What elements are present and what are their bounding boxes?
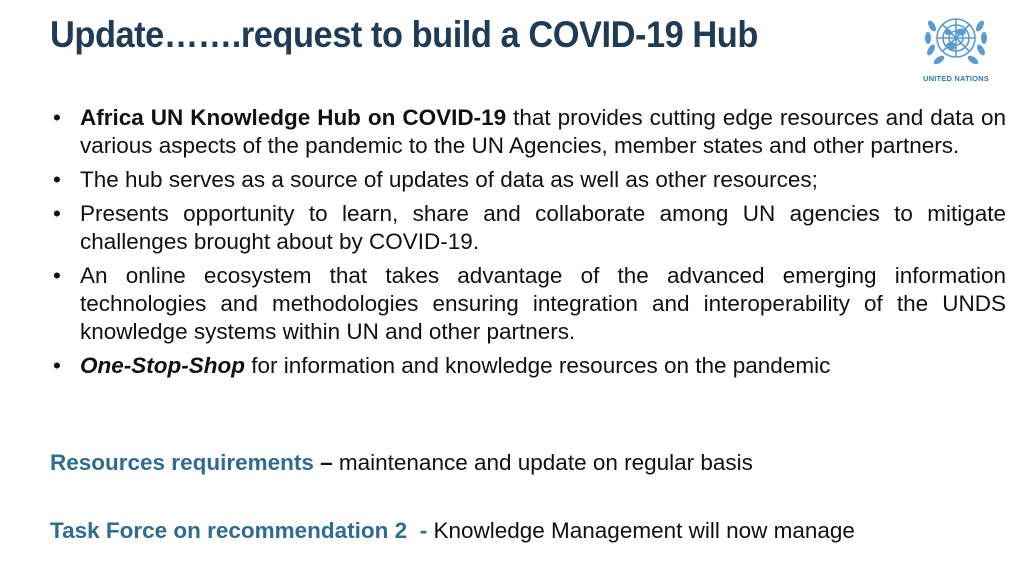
taskforce-text: Knowledge Management will now manage — [433, 518, 855, 543]
hub-name: Africa UN Knowledge Hub on COVID-19 — [80, 105, 507, 130]
resources-requirements — [50, 450, 753, 476]
resources-dash: – — [313, 450, 339, 475]
task-force — [50, 518, 855, 544]
bullet-item — [50, 200, 1006, 256]
un-logo-text: UNITED NATIONS — [923, 74, 989, 83]
taskforce-label: Task Force on recommendation 2 — [50, 518, 408, 543]
bullet-item — [50, 262, 1006, 346]
bullet-text: for information and knowledge resources on the pandemic — [244, 353, 831, 378]
bullet-text: The hub serves as a source of updates of data as well as other resources; — [80, 167, 818, 192]
slide-title: Update…….request to build a COVID-19 Hub — [50, 14, 758, 55]
resources-label: Resources requirements — [50, 450, 314, 475]
bullet-text: that provides cutting edge resources and data on various aspects of the pandemic to the UN Agencies, member states and other partners. — [80, 105, 1006, 158]
bullet-text: An online ecosystem that takes advantage of the advanced emerging information technologies and methodologies ensuring integration and interoperability of the UNDS knowledge systems within UN and other partners. — [80, 263, 1006, 344]
one-stop-shop: One-Stop-Shop — [80, 353, 245, 378]
bullet-dot: • — [53, 353, 61, 378]
bullet-dot: • — [53, 201, 61, 226]
bullet-dot: • — [53, 263, 61, 288]
taskforce-dash: - — [407, 518, 434, 543]
un-logo — [914, 8, 998, 90]
bullet-dot: • — [53, 167, 61, 192]
bullet-dot: • — [53, 105, 61, 130]
bullet-item — [50, 104, 1006, 160]
bullet-text: Presents opportunity to learn, share and collaborate among UN agencies to mitigate challenges brought about by COVID-19. — [80, 201, 1006, 254]
bullet-list — [50, 104, 1006, 386]
un-emblem-icon — [921, 8, 991, 72]
bullet-item — [50, 166, 1006, 194]
resources-text: maintenance and update on regular basis — [338, 450, 753, 475]
bullet-item — [50, 352, 1006, 380]
